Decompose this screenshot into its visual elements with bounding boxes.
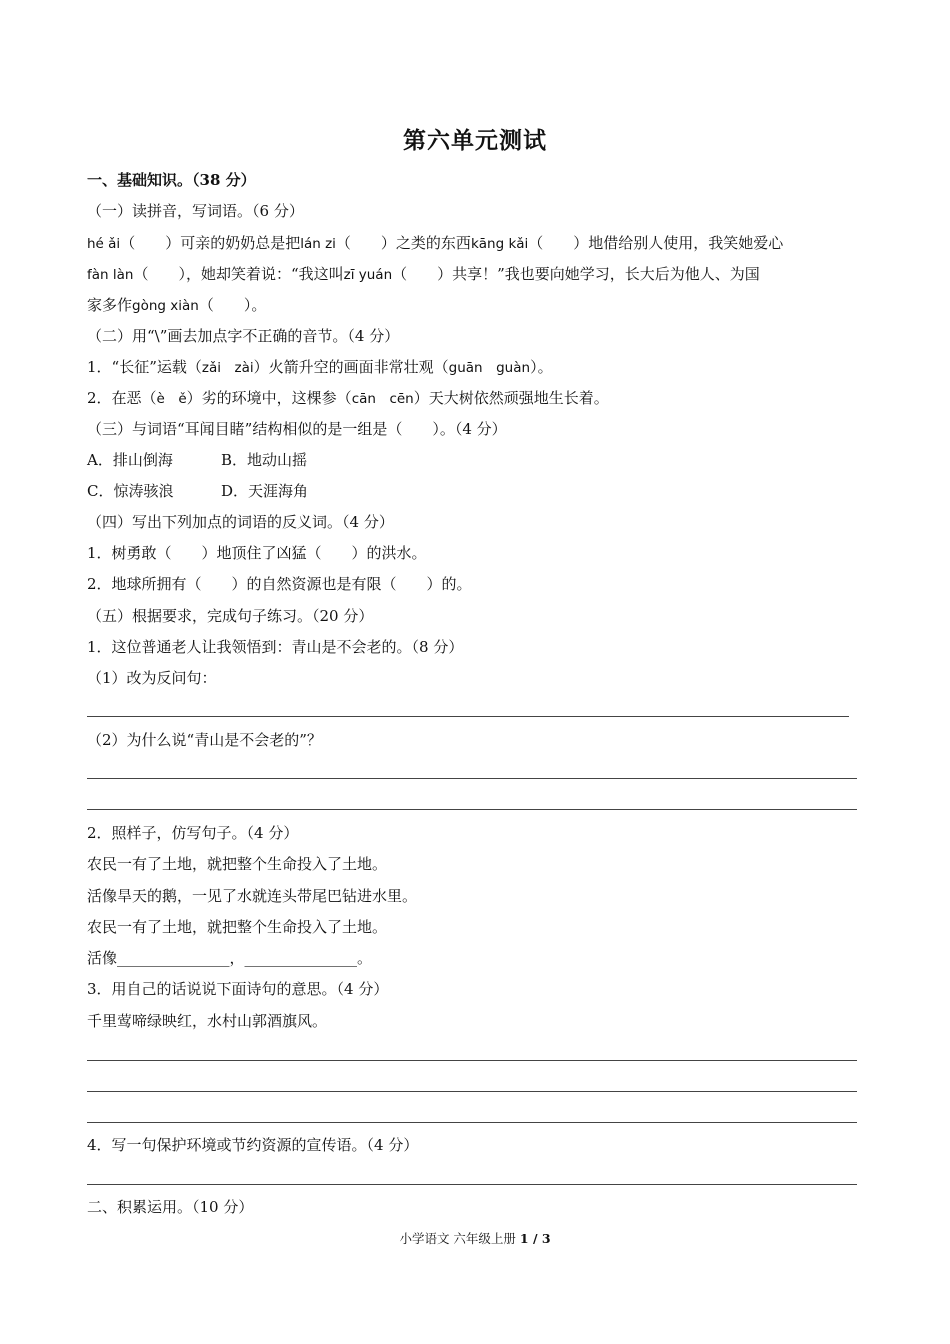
q5-sub-1: 1．这位普通老人让我领悟到：青山是不会老的。（8 分） <box>87 638 464 656</box>
pinyin: hé ǎi <box>87 236 121 252</box>
q5-sub-3: 3．用自己的话说说下面诗句的意思。（4 分） <box>87 980 389 998</box>
pinyin: gòng xiàn <box>132 298 199 314</box>
q5-sub-1b: （2）为什么说“青山是不会老的”？ <box>87 731 322 749</box>
text: 1．“长征”运载（ <box>87 358 202 376</box>
q1-heading: （一）读拼音，写词语。（6 分） <box>87 202 304 220</box>
pinyin: fàn làn <box>87 267 134 283</box>
poem-line: 千里莺啼绿映红，水村山郭酒旗风。 <box>87 1012 328 1030</box>
text: （ ）。 <box>198 296 267 314</box>
example-sentence-2: 活像旱天的鹅，一见了水就连头带尾巴钻进水里。 <box>87 887 418 905</box>
pinyin: è ě <box>156 391 187 407</box>
text: ）。 <box>530 358 553 376</box>
text: ）劣的环境中，这棵参（ <box>186 389 352 407</box>
text: 家多作 <box>87 296 133 314</box>
q5-sub-4: 4．写一句保护环境或节约资源的宣传语。（4 分） <box>87 1136 419 1154</box>
q4-item-2: 2．地球所拥有（ ）的自然资源也是有限（ ）的。 <box>87 575 472 593</box>
answer-line[interactable] <box>87 1122 857 1123</box>
answer-line[interactable] <box>87 716 849 717</box>
pinyin: lán zi <box>300 236 336 252</box>
q3-option-d: D．天涯海角 <box>221 482 309 500</box>
pinyin: guān guàn <box>448 360 531 376</box>
text: 2．在恶（ <box>87 389 157 407</box>
q1-paragraph-line-1 <box>87 233 783 254</box>
q4-heading: （四）写出下列加点的词语的反义词。（4 分） <box>87 513 394 531</box>
page-title: 第六单元测试 <box>403 127 547 154</box>
q3-option-a: A．排山倒海 <box>87 451 173 469</box>
example-sentence-3: 农民一有了土地，就把整个生命投入了土地。 <box>87 918 388 936</box>
text: （ ）之类的东西 <box>335 234 471 252</box>
example-sentence-1: 农民一有了土地，就把整个生命投入了土地。 <box>87 855 388 873</box>
q3-option-c: C．惊涛骇浪 <box>87 482 174 500</box>
q5-heading: （五）根据要求，完成句子练习。（20 分） <box>87 607 374 625</box>
q3-option-b: B．地动山摇 <box>221 451 308 469</box>
section2-heading: 二、积累运用。（10 分） <box>87 1198 254 1216</box>
q2-heading: （二）用“\”画去加点字不正确的音节。（4 分） <box>87 327 400 345</box>
answer-line[interactable] <box>87 809 857 810</box>
text: （ ），她却笑着说：“我这叫 <box>133 265 344 283</box>
answer-line[interactable] <box>87 1091 857 1092</box>
q1-paragraph-line-2 <box>87 264 760 285</box>
q5-sub-1a: （1）改为反问句： <box>87 669 217 687</box>
text: ）天大树依然顽强地生长着。 <box>413 389 609 407</box>
text: ）火箭升空的画面非常壮观（ <box>253 358 449 376</box>
pinyin: zǎi zài <box>201 360 254 376</box>
pinyin: zī yuán <box>343 267 393 283</box>
q3-heading: （三）与词语“耳闻目睹”结构相似的是一组是（ ）。（4 分） <box>87 420 507 438</box>
q2-item-1 <box>87 357 553 378</box>
q5-sub-2: 2．照样子，仿写句子。（4 分） <box>87 824 299 842</box>
pinyin: kāng kǎi <box>470 236 529 252</box>
q2-item-2 <box>87 388 609 409</box>
text: （ ）共享！”我也要向她学习，长大后为他人、为国 <box>392 265 760 283</box>
footer-label: 小学语文 六年级上册 <box>399 1231 520 1246</box>
text: （ ）可亲的奶奶总是把 <box>120 234 301 252</box>
text: （ ）地借给别人使用，我笑她爱心 <box>528 234 784 252</box>
answer-line[interactable] <box>87 1184 857 1185</box>
fill-blank-sentence[interactable]: 活像_______________，_______________。 <box>87 949 373 967</box>
q1-paragraph-line-3 <box>87 295 266 316</box>
section1-heading: 一、基础知识。（38 分） <box>87 171 256 189</box>
pinyin: cān cēn <box>351 391 414 407</box>
page-footer <box>0 1229 950 1247</box>
page-number: 1 / 3 <box>519 1231 551 1246</box>
answer-line[interactable] <box>87 778 857 779</box>
q4-item-1: 1．树勇敢（ ）地顶住了凶猛（ ）的洪水。 <box>87 544 427 562</box>
answer-line[interactable] <box>87 1060 857 1061</box>
